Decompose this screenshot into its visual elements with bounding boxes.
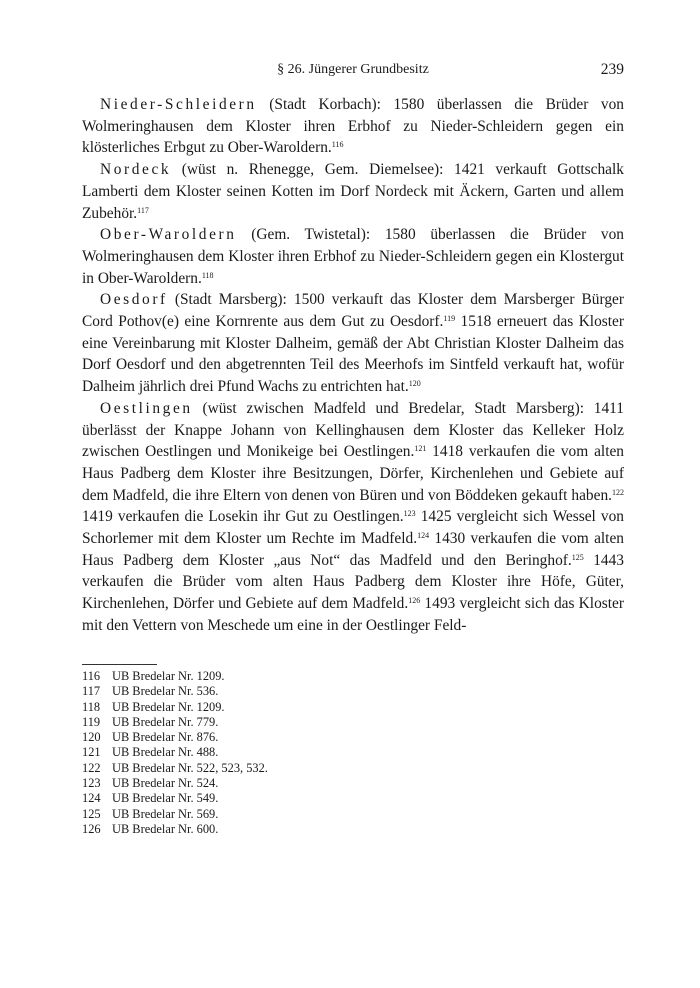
- footnote-text: UB Bredelar Nr. 1209.: [112, 699, 225, 714]
- footnotes: [82, 669, 624, 837]
- entry-text: 1518 erneuert das Kloster eine Vereinbarung mit Kloster Dalheim, gemäß der Abt Christian Kloster Dalheim das Dorf Oesdorf und den abgetrennten Teil des Meerhofs im Sintfeld verkauft hat, wofür Dalheim jährlich drei Pfund Wachs zu entrichten hat.: [82, 313, 624, 396]
- entry-text: (wüst n. Rhenegge, Gem. Diemelsee): 1421 verkauft Gottschalk Lamberti dem Kloster seinen Kotten im Dorf Nordeck mit Äckern, Garten und allem Zubehör.: [82, 161, 624, 222]
- footnote: [82, 776, 624, 791]
- page-number: 239: [600, 61, 624, 78]
- place-name: Nordeck: [100, 161, 172, 179]
- footnote-text: UB Bredelar Nr. 1209.: [112, 669, 225, 683]
- entry-text: (Gem. Twistetal): 1580 überlassen die Brüder von Wolmeringhausen dem Kloster ihren Erbhof zu Nieder-Schleidern gegen ein Klostergut in Ober-Waroldern.: [82, 226, 624, 287]
- footnote-text: UB Bredelar Nr. 876.: [112, 730, 219, 745]
- place-name: Oesdorf: [100, 291, 168, 309]
- footnote-text: UB Bredelar Nr. 779.: [112, 714, 219, 729]
- footnote-text: UB Bredelar Nr. 524.: [112, 776, 219, 791]
- entry-text: 1430 verkaufen die vom alten Haus Padberg dem Kloster „aus Not“ das Madfeld und den Beringhof.: [82, 530, 624, 569]
- footnote-ref[interactable]: 126: [408, 596, 421, 606]
- entry-text: 1419 verkaufen die Losekin ihr Gut zu Oestlingen.: [82, 508, 404, 526]
- entry-nieder-schleidern: [82, 94, 624, 159]
- footnote: [82, 669, 624, 684]
- footnote-number: 124: [82, 791, 101, 806]
- footnote: [82, 684, 624, 699]
- footnote-text: UB Bredelar Nr. 488.: [112, 745, 219, 760]
- entry-text: 1425 vergleicht sich Wessel von Schorlemer mit dem Kloster um Rechte im Madfeld.: [82, 508, 624, 548]
- footnote: [82, 822, 624, 837]
- footnote-ref[interactable]: 123: [403, 509, 416, 519]
- entry-text: 1418 verkaufen die vom alten Haus Padberg dem Kloster ihre Besitzungen, Dörfer, Kirchenlehen und Gebiete auf dem Madfeld, die ihre Eltern von denen von Büren und von Böddeken gekauft haben.: [82, 443, 624, 504]
- footnote-ref[interactable]: 121: [414, 444, 427, 454]
- footnote-ref[interactable]: 116: [331, 140, 344, 150]
- footnote-number: 122: [82, 760, 101, 775]
- footnote-text: UB Bredelar Nr. 522, 523, 532.: [112, 760, 268, 775]
- footnote-number: 119: [82, 714, 101, 729]
- footnote-ref[interactable]: 124: [417, 531, 430, 541]
- main-text: [82, 94, 624, 637]
- entry-oestlingen: [82, 398, 624, 637]
- footnote-divider: [82, 664, 157, 665]
- footnote-number: 118: [82, 699, 101, 714]
- footnote-ref[interactable]: 117: [137, 205, 149, 215]
- footnote: [82, 715, 624, 730]
- footnote-number: 123: [82, 776, 101, 791]
- footnote: [82, 791, 624, 806]
- footnote-number: 125: [82, 806, 101, 821]
- footnote: [82, 730, 624, 745]
- entry-text: 1493 vergleicht sich das Kloster mit den Vettern von Meschede um eine in der Oestlinger Feld-: [82, 595, 624, 634]
- footnote-ref[interactable]: 120: [408, 379, 421, 389]
- footnote-number: 116: [82, 669, 101, 683]
- footnote: [82, 807, 624, 822]
- footnote-text: UB Bredelar Nr. 549.: [112, 791, 219, 806]
- entry-nordeck: [82, 159, 624, 224]
- place-name: Ober-Waroldern: [100, 226, 237, 244]
- footnote-ref[interactable]: 125: [571, 552, 584, 562]
- footnote-ref[interactable]: 122: [612, 487, 624, 497]
- place-name: Nieder-Schleidern: [100, 96, 257, 113]
- footnote-number: 120: [82, 730, 101, 745]
- footnote-text: UB Bredelar Nr. 536.: [112, 684, 219, 699]
- entry-text: 1443 verkaufen die Brüder vom alten Haus Padberg dem Kloster ihre Höfe, Güter, Kirchenlehen, Dörfer und Gebiete auf dem Madfeld.: [82, 551, 624, 613]
- footnote-text: UB Bredelar Nr. 600.: [112, 821, 219, 836]
- footnote-text: UB Bredelar Nr. 569.: [112, 806, 219, 821]
- entry-text: (Stadt Marsberg): 1500 verkauft das Kloster dem Marsberger Bürger Cord Pothov(e) eine Kornrente aus dem Gut zu Oesdorf.: [82, 291, 624, 331]
- footnote-number: 117: [82, 684, 101, 699]
- running-title: § 26. Jüngerer Grundbesitz: [277, 62, 429, 77]
- footnote-number: 126: [82, 821, 101, 836]
- entry-ober-waroldern: [82, 224, 624, 289]
- footnote-number: 121: [82, 745, 101, 760]
- footnote: [82, 700, 624, 715]
- footnote: [82, 761, 624, 776]
- footnote-ref[interactable]: 119: [443, 314, 456, 324]
- entry-oesdorf: [82, 289, 624, 398]
- entry-text: (wüst zwischen Madfeld und Bredelar, Stadt Marsberg): 1411 überlässt der Knappe Johann von Kellinghausen dem Kloster das Kelleker Holz zwischen Oestlingen und Monikeige bei Oestlingen.: [82, 399, 624, 461]
- place-name: Oestlingen: [100, 399, 193, 417]
- running-head: [82, 62, 624, 84]
- entry-text: (Stadt Korbach): 1580 überlassen die Brüder von Wolmeringhausen dem Kloster ihren Erbhof zu Nieder-Schleidern gegen ein klösterliches Erbgut zu Ober-Waroldern.: [82, 96, 624, 157]
- footnote-ref[interactable]: 118: [201, 270, 214, 280]
- footnote: [82, 745, 624, 760]
